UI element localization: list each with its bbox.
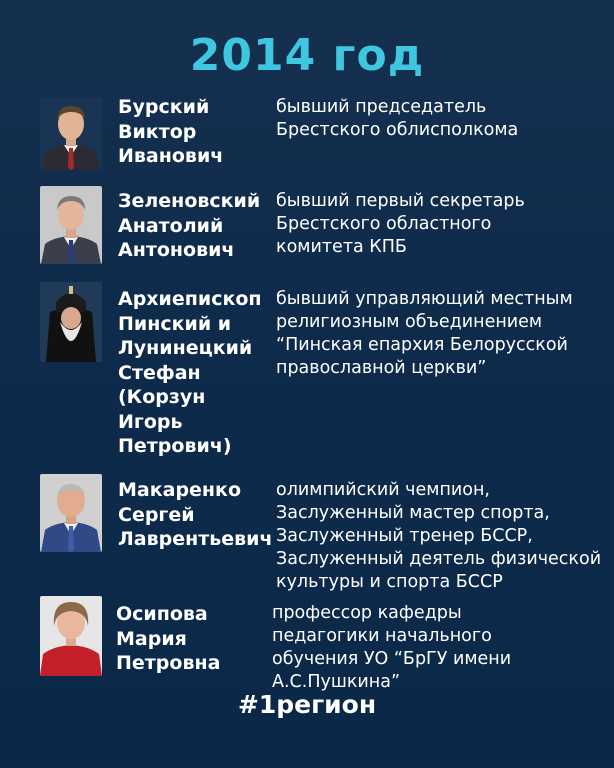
archbishop-portrait-icon — [40, 282, 102, 362]
person-description: профессор кафедры педагогики начального обучения УО “БрГУ имени А.С.Пушкина” — [272, 603, 512, 692]
hashtag: #1регион — [237, 690, 377, 719]
person-name: Зеленовский Анатолий Антонович — [118, 190, 261, 261]
person-name: Архиепископ Пинский и Лунинецкий Стефан (Корзун Игорь Петрович) — [118, 288, 262, 457]
person-description: бывший управляющий местным религиозным объединением “Пинская епархия Белорусской православной церкви” — [276, 289, 573, 378]
man-blue-suit-portrait-icon — [40, 474, 102, 552]
person-description: бывший председатель Брестского облисполкома — [276, 97, 519, 140]
man-red-tie-portrait-icon — [40, 98, 102, 170]
page-title: 2014 год — [189, 30, 425, 81]
person-description: бывший первый секретарь Брестского областного комитета КПБ — [276, 191, 525, 257]
man-dark-suit-portrait-icon — [40, 186, 102, 264]
person-name: Осипова Мария Петровна — [116, 603, 221, 674]
person-name: Бурский Виктор Иванович — [118, 96, 224, 167]
woman-red-top-portrait-icon — [40, 596, 102, 676]
person-description: олимпийский чемпион, Заслуженный мастер спорта, Заслуженный тренер БССР, Заслуженный деятель физической культуры и спорта БССР — [276, 480, 602, 592]
person-name: Макаренко Сергей Лаврентьевич — [118, 479, 273, 550]
